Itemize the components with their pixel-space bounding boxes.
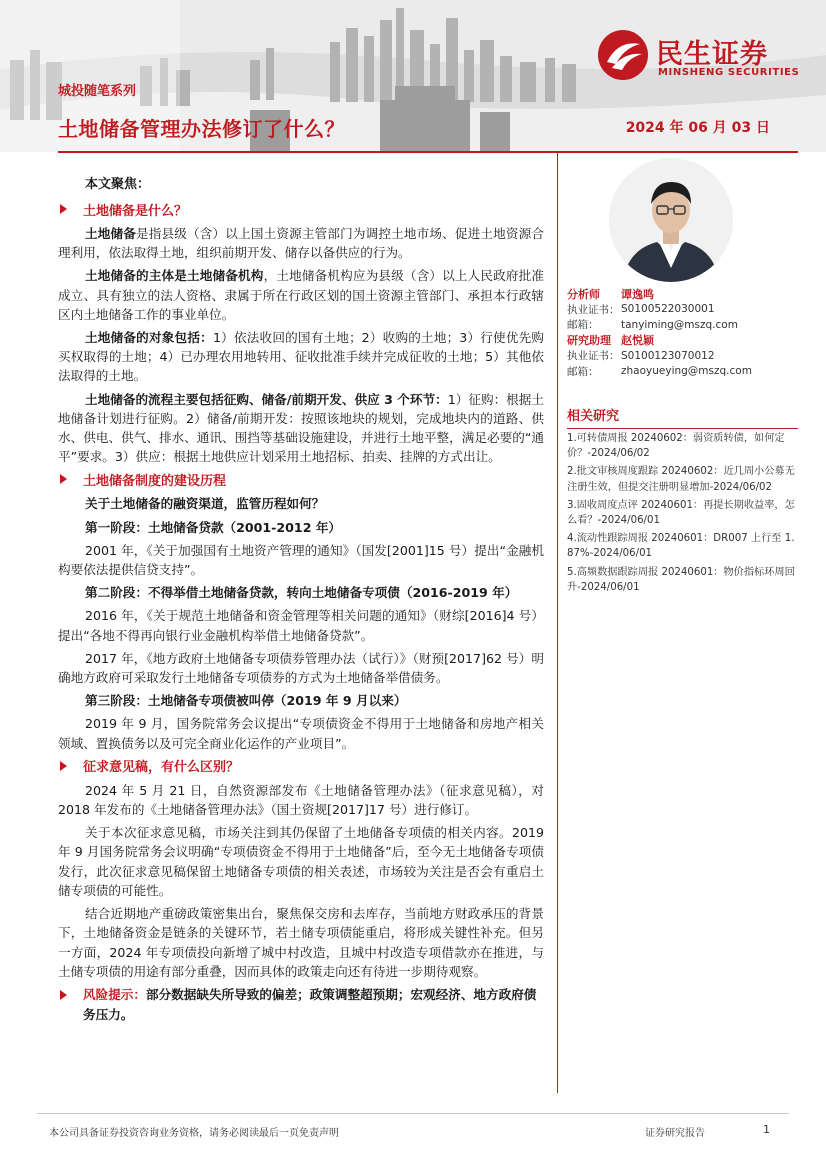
triangle-bullet-icon (60, 990, 67, 1000)
column-divider (557, 153, 558, 1093)
bold-lead: 土地储备的流程主要包括征购、储备/前期开发、供应 3 个环节： (85, 391, 448, 407)
triangle-bullet-icon (60, 204, 67, 214)
logo-text-cn: 民生证券 (656, 39, 768, 70)
risk-text: 部分数据缺失所导致的偏差；政策调整超预期；宏观经济、地方政府债务压力。 (83, 986, 537, 1022)
section-heading-3 (58, 757, 544, 775)
related-research-item[interactable]: 1.可转债周报 20240602：弱资质转债，如何定价？-2024/06/02 (567, 433, 785, 460)
related-research-list (567, 431, 798, 598)
assistant-name: 赵悦颖 (621, 334, 654, 348)
cert-label: 执业证书： (567, 303, 620, 316)
risk-text-block (83, 985, 544, 1024)
paragraph: 结合近期地产重磅政策密集出台，聚焦保交房和去库存，当前地方财政承压的背景下，土地储备资金是链条的关键环节，若土储专项债能重启，将形成关键性补充。但另一方面，2024 年专项债投向新增了城中村改造，且城中村改造专项借款亦在推进，与土储专项债的用途有部分重叠，因而具体的政策走向还有待进一步期待观察。 (58, 906, 544, 979)
bold-lead: 土地储备的对象包括： (85, 330, 213, 346)
assistant-email[interactable]: zhaoyueying@mszq.com (621, 365, 752, 378)
analyst-portrait-image (609, 158, 733, 282)
paragraph (58, 328, 544, 386)
report-series: 城投随笔系列 (58, 84, 137, 99)
paragraph: 2024 年 5 月 21 日，自然资源部发布《土地储备管理办法》（征求意见稿），对 2018 年发布的《土地储备管理办法》（国土资规[2017]17 号）进行修订。 (58, 782, 544, 818)
focus-label: 本文聚焦： (85, 177, 151, 192)
stage-heading-2: 第二阶段：不得举借土地储备贷款，转向土地储备专项债（2016-2019 年） (85, 585, 518, 601)
sub-heading: 关于土地储备的融资渠道，监管历程如何？ (85, 496, 325, 512)
footer-divider (37, 1113, 789, 1114)
related-research-item[interactable]: 5.高频数据跟踪周报 20240601：物价指标环周回升-2024/06/01 (567, 566, 795, 593)
bold-lead: 土地储备 (85, 226, 137, 241)
section-heading-1 (58, 200, 544, 218)
analyst-role: 分析师 (567, 287, 600, 301)
logo-mark-icon (598, 30, 648, 80)
company-logo (598, 30, 808, 86)
analyst-email[interactable]: tanyiming@mszq.com (621, 318, 738, 331)
section-heading-text: 征求意见稿，有什么区别？ (83, 760, 240, 776)
main-content (58, 173, 544, 1024)
related-research-item[interactable]: 2.批文审核周度跟踪 20240602：近几周小公募无注册生效，但提交注册明显增加-2024/06/02 (567, 466, 795, 493)
footer-disclaimer: 本公司具备证券投资咨询业务资格，请务必阅读最后一页免责声明 (49, 1128, 339, 1139)
logo-text-en: MINSHENG SECURITIES (658, 67, 800, 78)
stage-heading-3: 第三阶段：土地储备专项债被叫停（2019 年 9 月以来） (85, 693, 407, 709)
assistant-row (567, 333, 797, 349)
paragraph (58, 266, 544, 324)
paragraph-text: ，土地储备机构应为县级（含）以上人民政府批准成立、具有独立的法人资格、隶属于所在行政区划的国土资源主管部门、承担本行政辖区内土地储备工作的事业单位。 (58, 268, 545, 322)
related-research-item[interactable]: 4.流动性跟踪周报 20240601：DR007 上行至 1.87%-2024/06/01 (567, 533, 795, 560)
paragraph-text: 1）依法收回的国有土地；2）收购的土地；3）行使优先购买权取得的土地；4）已办理农用地转用、征收批准手续并完成征收的土地；5）其他依法取得的土地。 (58, 330, 545, 384)
paragraph: 2017 年，《地方政府土地储备专项债券管理办法（试行）》（财预[2017]62 号）明确地方政府可采取发行土地储备专项债券的方式为土地储备举借债务。 (58, 650, 544, 686)
related-research-title: 相关研究 (567, 405, 798, 429)
analyst-info (567, 286, 797, 379)
email-label: 邮箱： (567, 365, 599, 378)
report-date: 2024 年 06 月 03 日 (625, 120, 770, 136)
analyst-name: 谭逸鸣 (621, 287, 654, 301)
section-heading-2 (58, 470, 544, 488)
analyst-email-row (567, 317, 797, 333)
risk-warning (58, 985, 544, 1024)
header-divider (58, 151, 798, 153)
stage-heading-1: 第一阶段：土地储备贷款（2001-2012 年） (85, 519, 342, 535)
analyst-row (567, 286, 797, 302)
paragraph: 2019 年 9 月，国务院常务会议提出“专项债资金不得用于土地储备和房地产相关领域、置换债务以及可完全商业化运作的产业项目”。 (58, 716, 544, 751)
assistant-cert: S0100123070012 (621, 349, 715, 362)
analyst-photo (609, 158, 733, 282)
report-title: 土地储备管理办法修订了什么？ (58, 117, 345, 141)
footer-report-type: 证券研究报告 (645, 1128, 705, 1139)
header-banner (0, 0, 826, 152)
paragraph: 2016 年，《关于规范土地储备和资金管理等相关问题的通知》（财综[2016]4 号）提出“各地不得再向银行业金融机构举借土地储备贷款”。 (58, 608, 544, 643)
analyst-cert: S0100522030001 (621, 303, 715, 316)
triangle-bullet-icon (60, 474, 67, 484)
paragraph (58, 390, 544, 467)
assistant-email-row (567, 364, 797, 380)
paragraph-text: 是指县级（含）以上国土资源主管部门为调控土地市场、促进土地资源合理利用，依法取得土地，组织前期开发、储存以备供应的行为。 (58, 226, 545, 261)
cert-label: 执业证书： (567, 350, 620, 363)
section-heading-text: 土地储备是什么？ (83, 203, 188, 219)
bold-lead: 土地储备的主体是土地储备机构 (85, 268, 264, 284)
email-label: 邮箱： (567, 319, 599, 332)
assistant-cert-row (567, 348, 797, 364)
paragraph: 2001 年，《关于加强国有土地资产管理的通知》（国发[2001]15 号）提出“金融机构要依法提供信贷支持”。 (58, 542, 544, 578)
paragraph (58, 224, 544, 262)
page-number: 1 (763, 1123, 770, 1136)
risk-label: 风险提示： (83, 986, 146, 1002)
triangle-bullet-icon (60, 761, 67, 771)
assistant-role: 研究助理 (567, 334, 611, 348)
section-heading-text: 土地储备制度的建设历程 (83, 473, 227, 489)
paragraph-text: 1）征购：根据土地储备计划进行征购。2）储备/前期开发：按照该地块的规划，完成地块内的道路、供水、供电、供气、排水、通讯、围挡等基础设施建设，并进行土地平整，满足必要的“通平”要求。3）供应：根据土地供应计划采用土地招标、拍卖、挂牌的方式出让。 (58, 391, 544, 465)
analyst-cert-row (567, 302, 797, 318)
related-research-item[interactable]: 3.固收周度点评 20240601：再提长期收益率，怎么看？-2024/06/01 (567, 499, 795, 527)
paragraph: 关于本次征求意见稿，市场关注到其仍保留了土地储备专项债的相关内容。2019 年 9 月国务院常务会议明确“专项债资金不得用于土地储备”后，至今无土地储备专项债发行，此次征求意见稿保留土地储备专项债的相关表述，市场较为关注是否会有重启土储专项债的可能性。 (58, 825, 544, 898)
